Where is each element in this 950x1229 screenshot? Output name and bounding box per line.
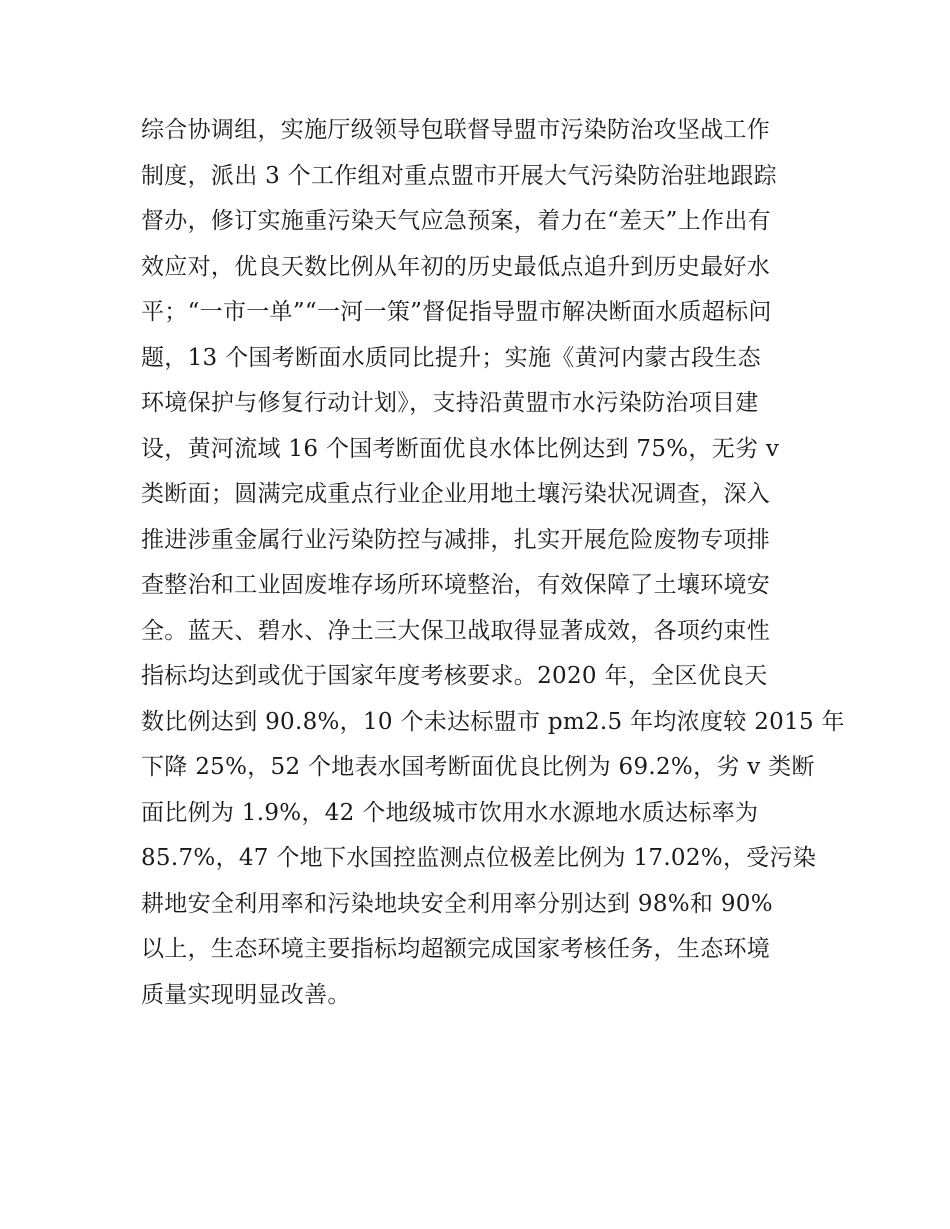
paragraph-line: 85.7%，47 个地下水国控监测点位极差比例为 17.02%，受污染 bbox=[141, 845, 817, 871]
body-paragraph bbox=[141, 108, 845, 1018]
paragraph-line: 效应对，优良天数比例从年初的历史最低点追升到历史最好水 bbox=[141, 253, 771, 280]
paragraph-line: 综合协调组，实施厅级领导包联督导盟市污染防治攻坚战工作 bbox=[141, 117, 771, 143]
paragraph-line: 查整治和工业固废堆存场所环境整治，有效保障了土壤环境安 bbox=[141, 572, 771, 598]
paragraph-line: 质量实现明显改善。 bbox=[141, 981, 351, 1008]
paragraph-line: 数比例达到 90.8%，10 个未达标盟市 pm2.5 年均浓度较 2015 年 bbox=[141, 708, 845, 735]
paragraph-line: 环境保护与修复行动计划》，支持沿黄盟市水污染防治项目建 bbox=[141, 390, 759, 416]
paragraph-line: 类断面；圆满完成重点行业企业用地土壤污染状况调查，深入 bbox=[141, 481, 771, 507]
paragraph-line: 制度，派出 3 个工作组对重点盟市开展大气污染防治驻地跟踪 bbox=[141, 162, 777, 189]
paragraph-line: 题，13 个国考断面水质同比提升；实施《黄河内蒙古段生态 bbox=[141, 344, 761, 371]
paragraph-line: 全。蓝天、碧水、净土三大保卫战取得显著成效，各项约束性 bbox=[141, 617, 771, 644]
paragraph-line: 督办，修订实施重污染天气应急预案，着力在“差天”上作出有 bbox=[141, 208, 771, 234]
paragraph-line: 耕地安全利用率和污染地块安全利用率分别达到 98%和 90% bbox=[141, 890, 773, 917]
paragraph-line: 面比例为 1.9%，42 个地级城市饮用水水源地水质达标率为 bbox=[141, 799, 759, 826]
paragraph-line: 平；“一市一单”“一河一策”督促指导盟市解决断面水质超标问 bbox=[141, 299, 772, 325]
paragraph-line: 指标均达到或优于国家年度考核要求。2020 年，全区优良天 bbox=[141, 663, 768, 689]
paragraph-line: 设，黄河流域 16 个国考断面优良水体比例达到 75%，无劣 v bbox=[141, 435, 780, 462]
paragraph-line: 以上，生态环境主要指标均超额完成国家考核任务，生态环境 bbox=[141, 936, 771, 962]
paragraph-line: 推进涉重金属行业污染防控与减排，扎实开展危险废物专项排 bbox=[141, 526, 771, 553]
paragraph-line: 下降 25%，52 个地表水国考断面优良比例为 69.2%，劣 v 类断 bbox=[141, 754, 815, 780]
